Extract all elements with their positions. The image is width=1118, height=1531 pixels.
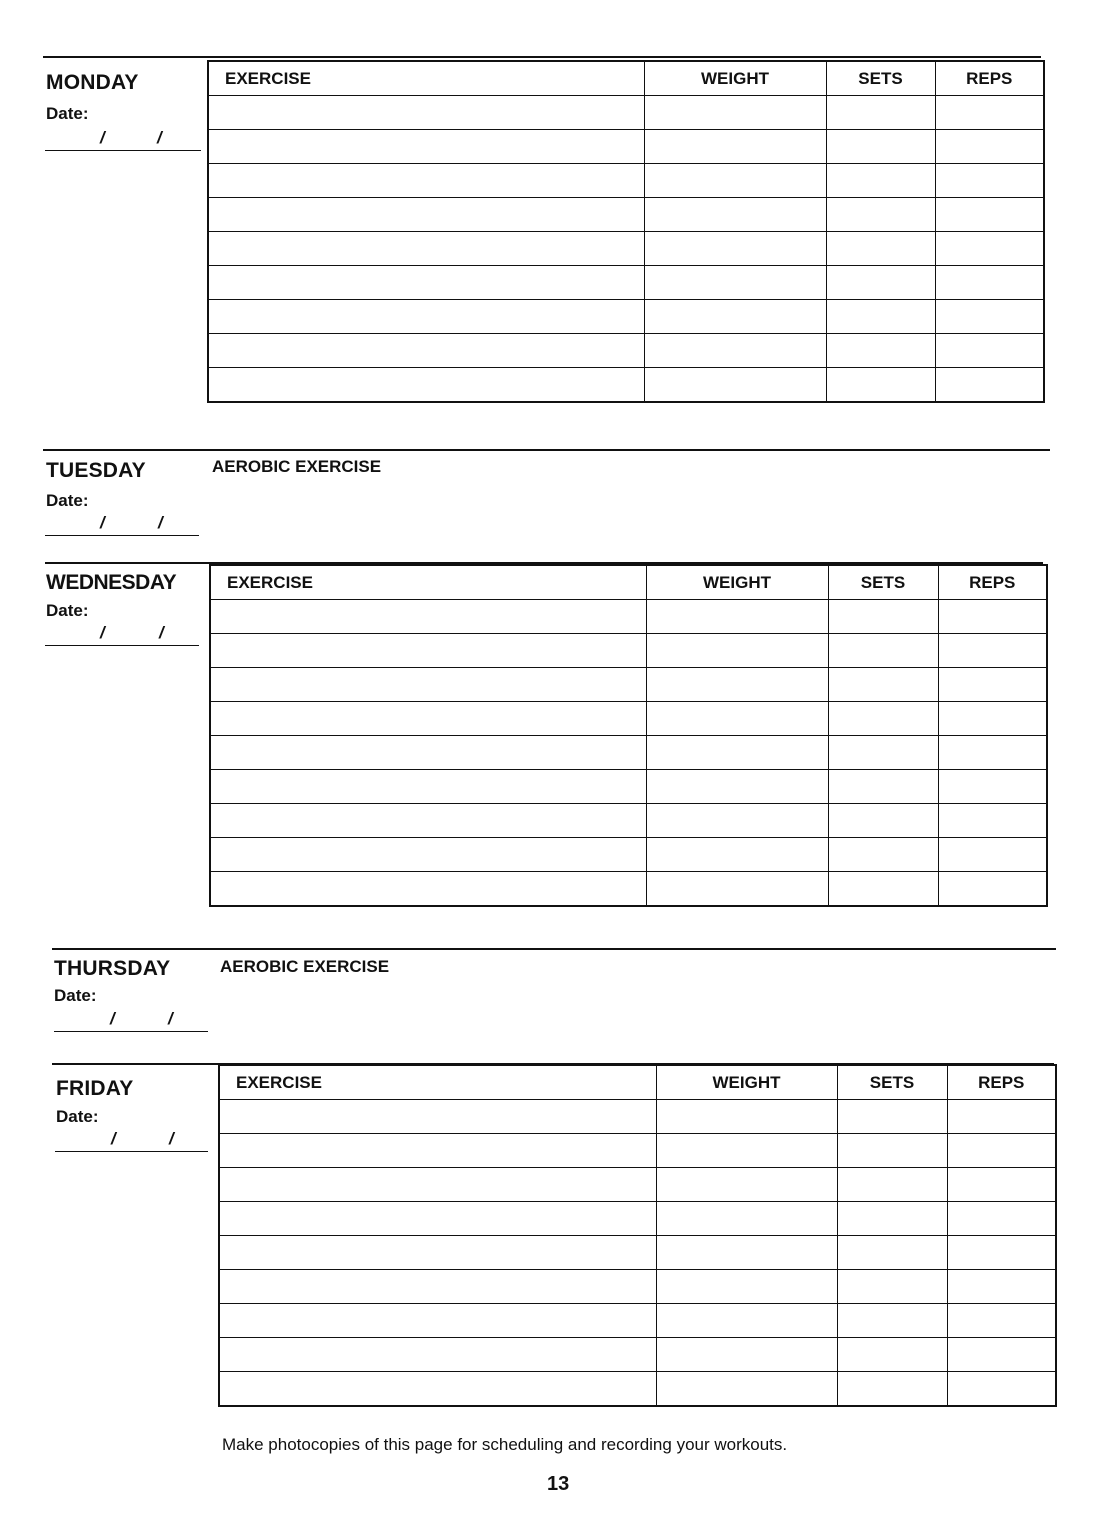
table-row[interactable] <box>208 300 1044 334</box>
header-weight: WEIGHT <box>644 61 826 96</box>
table-row[interactable] <box>208 232 1044 266</box>
tuesday-label: TUESDAY <box>46 459 146 482</box>
table-row[interactable] <box>219 1338 1056 1372</box>
date-separator: / <box>158 513 163 532</box>
table-row[interactable] <box>208 368 1044 403</box>
monday-label: MONDAY <box>46 71 139 94</box>
tuesday-aerobic-label: AEROBIC EXERCISE <box>212 457 382 476</box>
table-row[interactable] <box>210 668 1047 702</box>
table-row[interactable] <box>210 702 1047 736</box>
table-row[interactable] <box>208 96 1044 130</box>
table-row[interactable] <box>210 634 1047 668</box>
friday-label: FRIDAY <box>56 1077 134 1100</box>
header-weight: WEIGHT <box>656 1065 837 1100</box>
table-row[interactable] <box>219 1372 1056 1407</box>
header-exercise: EXERCISE <box>219 1065 656 1100</box>
header-reps: REPS <box>938 565 1047 600</box>
monday-date-field[interactable] <box>45 130 201 151</box>
date-separator: / <box>110 1009 115 1028</box>
table-row[interactable] <box>208 266 1044 300</box>
table-row[interactable] <box>219 1304 1056 1338</box>
header-reps: REPS <box>935 61 1044 96</box>
table-row[interactable] <box>210 600 1047 634</box>
date-separator: / <box>100 513 105 532</box>
date-separator: / <box>100 623 105 642</box>
table-row[interactable] <box>210 770 1047 804</box>
table-row[interactable] <box>208 164 1044 198</box>
date-separator: / <box>169 1129 174 1148</box>
tuesday-top-rule <box>43 449 1050 451</box>
photocopy-note: Make photocopies of this page for scheduling and recording your workouts. <box>222 1435 788 1454</box>
table-row[interactable] <box>208 130 1044 164</box>
header-exercise: EXERCISE <box>210 565 646 600</box>
friday-date-field[interactable] <box>55 1131 208 1152</box>
header-sets: SETS <box>828 565 938 600</box>
header-weight: WEIGHT <box>646 565 828 600</box>
wednesday-label: WEDNESDAY <box>46 571 177 594</box>
page-number: 13 <box>547 1473 570 1495</box>
table-row[interactable] <box>219 1236 1056 1270</box>
wednesday-exercise-table <box>209 564 1048 907</box>
tuesday-date-field[interactable] <box>45 515 199 536</box>
table-row[interactable] <box>219 1202 1056 1236</box>
table-row[interactable] <box>210 872 1047 907</box>
thursday-aerobic-label: AEROBIC EXERCISE <box>220 957 390 976</box>
date-separator: / <box>100 128 105 147</box>
header-sets: SETS <box>826 61 935 96</box>
header-sets: SETS <box>837 1065 947 1100</box>
wednesday-date-field[interactable] <box>45 625 199 646</box>
friday-date-label: Date: <box>56 1107 99 1126</box>
date-separator: / <box>111 1129 116 1148</box>
friday-exercise-table <box>218 1064 1057 1407</box>
date-separator: / <box>159 623 164 642</box>
header-reps: REPS <box>947 1065 1056 1100</box>
thursday-label: THURSDAY <box>54 957 171 980</box>
table-row[interactable] <box>210 804 1047 838</box>
table-row[interactable] <box>210 838 1047 872</box>
thursday-date-field[interactable] <box>54 1011 208 1032</box>
tuesday-date-label: Date: <box>46 491 89 510</box>
table-row[interactable] <box>219 1134 1056 1168</box>
thursday-top-rule <box>52 948 1056 950</box>
thursday-date-label: Date: <box>54 986 97 1005</box>
date-separator: / <box>168 1009 173 1028</box>
table-row[interactable] <box>219 1100 1056 1134</box>
table-row[interactable] <box>210 736 1047 770</box>
table-row[interactable] <box>208 198 1044 232</box>
table-row[interactable] <box>208 334 1044 368</box>
wednesday-date-label: Date: <box>46 601 89 620</box>
monday-date-label: Date: <box>46 104 89 123</box>
table-row[interactable] <box>219 1270 1056 1304</box>
date-separator: / <box>157 128 162 147</box>
table-row[interactable] <box>219 1168 1056 1202</box>
monday-top-rule <box>43 56 1041 58</box>
monday-exercise-table <box>207 60 1045 403</box>
header-exercise: EXERCISE <box>208 61 644 96</box>
